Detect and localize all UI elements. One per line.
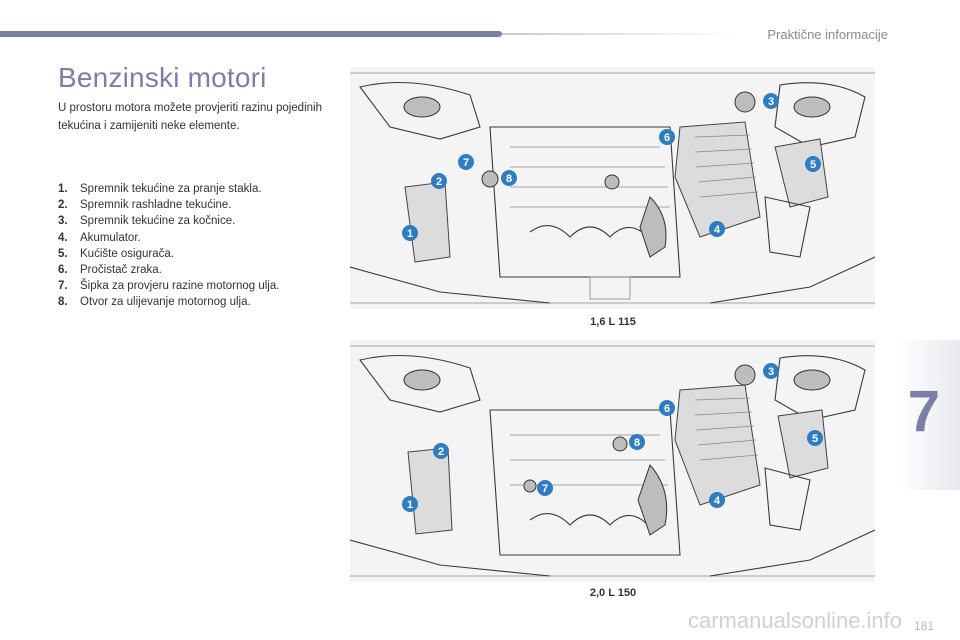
svg-text:7: 7 (462, 157, 470, 169)
callout-8 (501, 170, 517, 186)
legend-list (58, 181, 328, 311)
svg-text:2: 2 (435, 176, 443, 188)
svg-text:8: 8 (505, 173, 513, 185)
intro-text: U prostoru motora možete provjeriti razinu pojedinih tekućina i zamijeniti neke elemente. (58, 102, 322, 132)
figure-caption-2: 2,0 L 150 (589, 587, 637, 599)
svg-text:6: 6 (663, 403, 671, 415)
legend-number: 7. (58, 280, 68, 293)
legend-item (58, 197, 328, 213)
legend-number: 6. (58, 264, 68, 277)
legend-text: Spremnik tekućine za kočnice. (80, 215, 236, 228)
callout-4 (709, 492, 725, 508)
callout-3 (763, 363, 779, 379)
svg-text:2: 2 (437, 446, 445, 458)
legend-item (58, 213, 328, 229)
svg-text:4: 4 (713, 495, 721, 507)
legend-text: Akumulator. (80, 231, 141, 244)
legend-text: Spremnik rashladne tekućine. (80, 199, 232, 212)
svg-text:6: 6 (663, 132, 671, 144)
engine-bay-line-art (350, 340, 875, 582)
callout-2 (431, 173, 447, 189)
legend-number: 8. (58, 296, 68, 309)
callout-3 (763, 93, 779, 109)
page-number: 181 (913, 619, 934, 633)
legend-number: 4. (58, 231, 68, 244)
svg-text:3: 3 (767, 366, 775, 378)
svg-text:7: 7 (541, 483, 549, 495)
svg-text:8: 8 (633, 437, 641, 449)
engine-bay-line-art (350, 67, 875, 309)
callout-1 (402, 496, 418, 512)
callout-8 (629, 434, 645, 450)
legend-number: 1. (58, 183, 68, 195)
page-title: Benzinski motori (58, 62, 267, 93)
callout-4 (709, 221, 725, 237)
chapter-number: 7 (907, 379, 940, 444)
engine-diagram-2-0 (350, 340, 875, 582)
legend-number: 2. (58, 199, 68, 212)
callout-6 (659, 400, 675, 416)
legend-item (58, 181, 328, 197)
legend-text: Šipka za provjeru razine motornog ulja. (80, 280, 280, 293)
legend-item (58, 246, 328, 262)
watermark: carmanualsonline.info (688, 608, 903, 633)
callout-5 (807, 430, 823, 446)
svg-text:1: 1 (406, 228, 414, 240)
legend-text: Spremnik tekućine za pranje stakla. (80, 183, 262, 195)
callout-1 (402, 225, 418, 241)
legend-number: 5. (58, 247, 68, 260)
legend-item (58, 294, 328, 310)
engine-diagram-1-6 (350, 67, 875, 309)
svg-text:5: 5 (811, 433, 819, 445)
legend-item (58, 262, 328, 278)
svg-text:4: 4 (713, 224, 721, 236)
legend-text: Kućište osigurača. (80, 247, 174, 260)
svg-text:1: 1 (406, 499, 414, 511)
legend-item (58, 230, 328, 246)
callout-5 (805, 156, 821, 172)
legend-item (58, 278, 328, 294)
legend-text: Pročistač zraka. (80, 264, 162, 277)
legend-text: Otvor za ulijevanje motornog ulja. (80, 296, 251, 309)
figure-caption-1: 1,6 L 115 (590, 316, 636, 328)
section-title: Praktične informacije (767, 27, 888, 42)
callout-6 (659, 129, 675, 145)
header-bar (0, 31, 502, 37)
callout-7 (537, 480, 553, 496)
callout-7 (458, 154, 474, 170)
callout-2 (433, 443, 449, 459)
svg-text:3: 3 (767, 96, 775, 108)
svg-text:5: 5 (809, 159, 817, 171)
header-bar-fade (502, 33, 742, 35)
legend-number: 3. (58, 215, 68, 228)
